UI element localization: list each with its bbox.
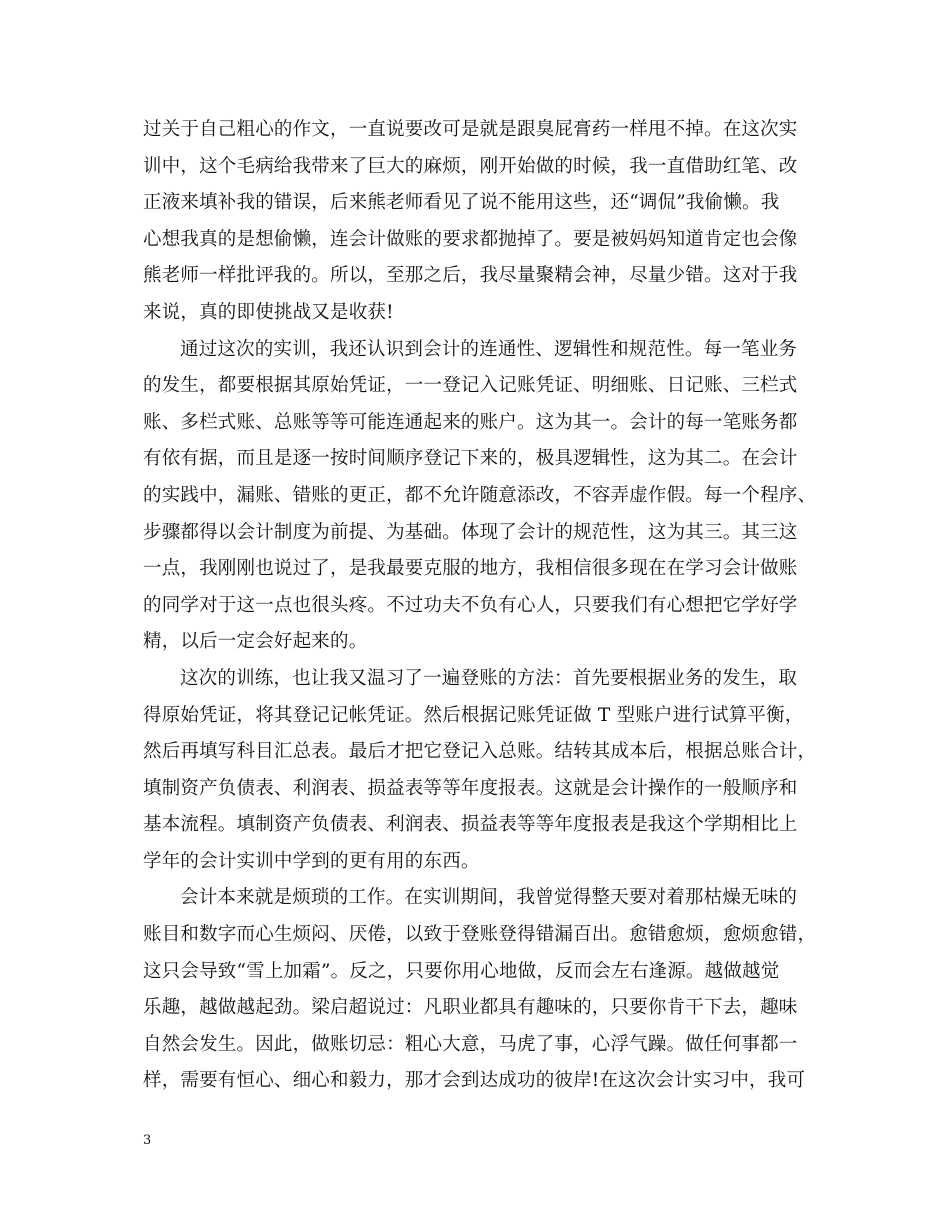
- text-line: 过关于自己粗心的作文，一直说要改可是就是跟臭屁膏药一样甩不掉。在这次实: [143, 119, 798, 140]
- text-line: 心想我真的是想偷懒，连会计做账的要求都抛掉了。要是被妈妈知道肯定也会像: [143, 228, 798, 250]
- text-line: 的同学对于这一点也很头疼。不过功夫不负有心人，只要我们有心想把它学好学: [143, 594, 798, 616]
- text-line: 然后再填写科目汇总表。最后才把它登记入总账。结转其成本后，根据总账合计，: [143, 741, 817, 763]
- paragraph-first-line: 会计本来就是烦琐的工作。在实训期间，我曾觉得整天要对着那枯燥无味的: [180, 887, 798, 909]
- text-line: 精，以后一定会好起来的。: [143, 631, 368, 653]
- text-line: 的发生，都要根据其原始凭证，一一登记入记账凭证、明细账、日记账、三栏式: [143, 375, 798, 397]
- text-line: 一点，我刚刚也说过了，是我最要克服的地方，我相信很多现在在学习会计做账: [143, 558, 798, 580]
- text-line: 基本流程。填制资产负债表、利润表、损益表等等年度报表是我这个学期相比上: [143, 814, 798, 836]
- text-line: 有依有据，而且是逐一按时间顺序登记下来的，极具逻辑性，这为其二。在会计: [143, 448, 798, 470]
- text-line: 自然会发生。因此，做账切忌：粗心大意，马虎了事，心浮气躁。做任何事都一: [143, 1033, 798, 1055]
- text-line: 这只会导致“雪上加霜”。反之，只要你用心地做，反而会左右逢源。越做越觉: [143, 960, 780, 982]
- text-line: 填制资产负债表、利润表、损益表等等年度报表。这就是会计操作的一般顺序和: [143, 777, 798, 799]
- text-line: 学年的会计实训中学到的更有用的东西。: [143, 850, 480, 872]
- text-line: 熊老师一样批评我的。所以，至那之后，我尽量聚精会神，尽量少错。这对于我: [143, 265, 798, 287]
- text-line: 得原始凭证，将其登记记帐凭证。然后根据记账凭证做 T 型账户进行试算平衡，: [143, 704, 804, 726]
- text-line: 乐趣，越做越起劲。梁启超说过：凡职业都具有趣味的，只要你肯干下去，趣味: [143, 997, 798, 1019]
- text-line: 的实践中，漏账、错账的更正，都不允许随意添改，不容弄虚作假。每一个程序、: [143, 484, 817, 506]
- text-line: 步骤都得以会计制度为前提、为基础。体现了会计的规范性，这为其三。其三这: [143, 521, 798, 543]
- text-line: 账、多栏式账、总账等等可能连通起来的账户。这为其一。会计的每一笔账务都: [143, 411, 798, 433]
- text-line: 正液来填补我的错误，后来熊老师看见了说不能用这些，还“调侃”我偷懒。我: [143, 192, 780, 214]
- text-line: 账目和数字而心生烦闷、厌倦，以致于登账登得错漏百出。愈错愈烦，愈烦愈错，: [143, 924, 817, 946]
- body-text: [143, 112, 823, 1100]
- text-line: 训中，这个毛病给我带来了巨大的麻烦，刚开始做的时候，我一直借助红笔、改: [143, 155, 798, 177]
- paragraph-first-line: 通过这次的实训，我还认识到会计的连通性、逻辑性和规范性。每一笔业务: [180, 338, 798, 360]
- page-number: 3: [143, 1133, 152, 1148]
- paragraph-first-line: 这次的训练，也让我又温习了一遍登账的方法：首先要根据业务的发生，取: [180, 667, 798, 689]
- text-line: 样，需要有恒心、细心和毅力，那才会到达成功的彼岸!在这次会计实习中，我可: [143, 1070, 806, 1092]
- text-line: 来说，真的即使挑战又是收获!: [143, 301, 394, 323]
